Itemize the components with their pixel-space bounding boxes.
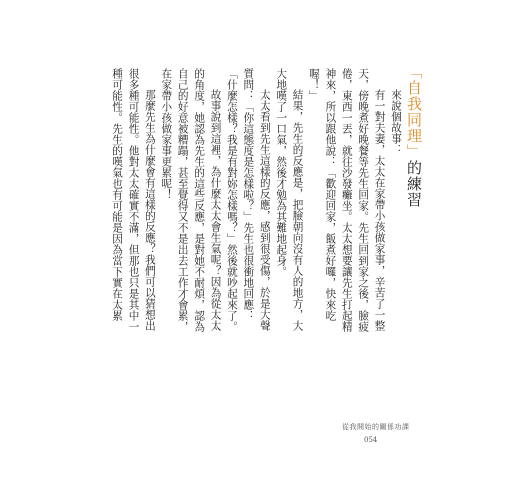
paragraph: 有一對夫妻，太太在家帶小孩做家事，辛苦了一整天，傍晚煮好晚餐等先生回家。先生回到家之後，臉疲倦，東西一丟，就往沙發癱坐。太太想要讓先生打起精神來，所以跟他說：「歡迎回家，飯煮好囉，快來吃喔！」 <box>307 68 386 332</box>
paragraph: 來說個故事： <box>390 89 402 156</box>
section-title <box>404 64 425 208</box>
body-text <box>111 68 404 340</box>
paragraph: 太太看到先生這樣的反應，感到很受傷，於是大聲質問：「你這態度是怎樣啦？」先生也很衝地回應：「什麼怎樣？我是有對妳怎樣嗎？」然後就吵起來了。 <box>225 68 271 332</box>
section-title-rest: 的練習 <box>405 160 423 208</box>
running-head: 從我開始的關係功課 <box>342 423 410 431</box>
paragraph: 故事說到這裡，為什麼太太會生氣呢？因為從太太的角度，她認為先生的這些反應，是對她不耐煩，認為自己的好意被糟蹋，甚至覺得又不是出去工作才會累，在家帶小孩做家事更累呢！ <box>160 68 222 332</box>
section-title-accent: 「自我同理」 <box>405 64 423 160</box>
page-number: 054 <box>364 436 378 444</box>
paragraph: 結果，先生的反應是，把臉朝向沒有人的地方，大大地嘆了一口氣，然後才勉為其難地起身。 <box>275 68 304 332</box>
paragraph: 那麼先生為什麼會有這樣的反應？我們可以猜想出很多種可能性。他對太太確實不滿，但那也只是其中一種可能性。先生的嘆氣也有可能是因為當下實在太累 <box>111 68 156 332</box>
